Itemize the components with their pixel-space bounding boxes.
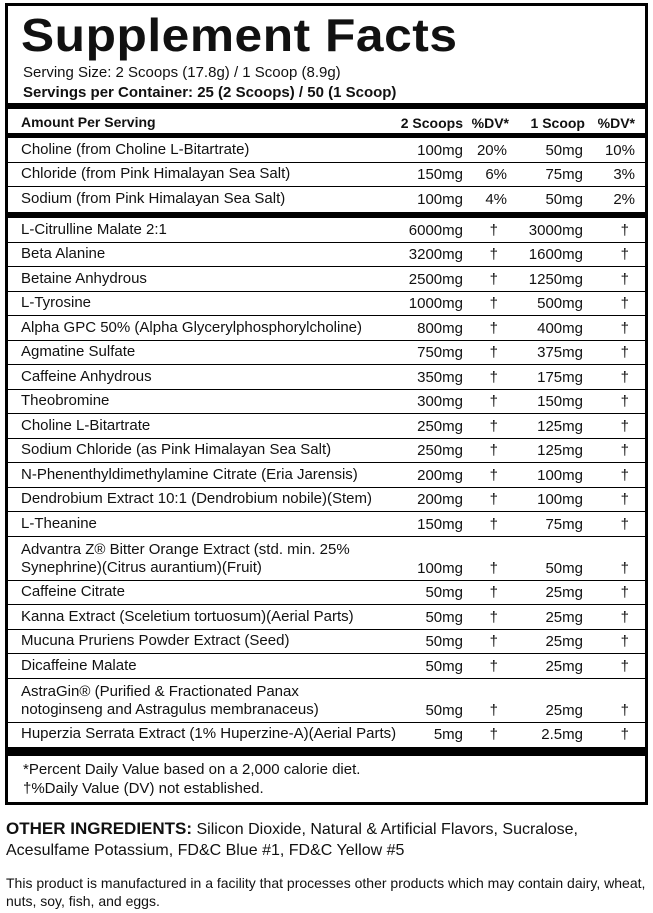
- ingredient-name: N-Phenenthyldimethylamine Citrate (Eria Jarensis): [21, 465, 358, 483]
- amount-2-scoops: 750mg: [417, 344, 463, 361]
- table-row: [8, 488, 645, 513]
- amount-1-scoop: 125mg: [537, 417, 583, 435]
- dv-1-scoop: †: [620, 584, 629, 601]
- header-dv-2: %DV*: [597, 115, 635, 131]
- ingredient-name: Mucuna Pruriens Powder Extract (Seed): [21, 632, 290, 649]
- dv-2-scoops: †: [489, 270, 498, 288]
- amount-2-scoops: 250mg: [417, 442, 463, 459]
- dv-1-scoop: †: [620, 608, 629, 626]
- amount-1-scoop: 1250mg: [528, 270, 583, 288]
- dv-2-scoops: †: [489, 491, 498, 508]
- ingredient-name: Beta Alanine: [21, 245, 106, 262]
- amount-2-scoops: 5mg: [433, 726, 463, 743]
- dv-1-scoop: †: [620, 633, 629, 650]
- dv-1-scoop: †: [620, 701, 629, 719]
- table-row: [8, 537, 645, 581]
- dv-2-scoops: †: [489, 633, 498, 650]
- amount-2-scoops: 800mg: [417, 319, 463, 337]
- dv-2-scoops: †: [489, 515, 498, 533]
- other-ingredients-text: Silicon Dioxide, Natural & Artificial Flavors, Sucralose, Acesulfame Potassium, FD&C Blue #1, FD&C Yellow #5: [6, 821, 578, 859]
- dv-2-scoops: †: [489, 295, 498, 312]
- ingredient-name: Alpha GPC 50% (Alpha Glycerylphosphorylcholine): [21, 318, 363, 336]
- dv-2-scoops: †: [489, 657, 498, 675]
- amount-1-scoop: 150mg: [537, 393, 583, 410]
- amount-1-scoop: 25mg: [545, 584, 583, 601]
- header-2-scoops: 2 Scoops: [400, 115, 463, 131]
- panel-title: Supplement Facts: [21, 9, 458, 61]
- table-row: [8, 341, 645, 366]
- ingredient-name: L-Theanine: [21, 514, 97, 532]
- amount-2-scoops: 6000mg: [408, 221, 463, 239]
- ingredient-name: Theobromine: [21, 392, 110, 409]
- amount-2-scoops: 150mg: [417, 166, 463, 184]
- dv-1-scoop: †: [620, 221, 629, 239]
- amount-1-scoop: 50mg: [545, 559, 583, 577]
- amount-2-scoops: 1000mg: [408, 295, 463, 312]
- dv-1-scoop: †: [620, 246, 629, 263]
- dv-1-scoop: †: [620, 657, 629, 675]
- dv-2-scoops: †: [489, 368, 498, 386]
- table-row: [8, 723, 645, 747]
- ingredient-name: Kanna Extract (Sceletium tortuosum)(Aerial Parts): [21, 607, 354, 625]
- dv-1-scoop: 2%: [613, 191, 635, 209]
- amount-2-scoops: 50mg: [425, 633, 463, 650]
- ingredient-name: Sodium Chloride (as Pink Himalayan Sea Salt): [21, 441, 332, 458]
- amount-2-scoops: 200mg: [417, 491, 463, 508]
- table-row: [8, 439, 645, 464]
- table-row: [8, 292, 645, 317]
- dv-2-scoops: †: [489, 344, 498, 361]
- dv-1-scoop: †: [620, 726, 629, 743]
- thick-divider: [8, 103, 645, 109]
- header-1-scoop: 1 Scoop: [530, 115, 585, 131]
- table-row: [8, 605, 645, 630]
- dv-1-scoop: †: [620, 270, 629, 288]
- table-row: [8, 138, 645, 163]
- amount-2-scoops: 100mg: [417, 559, 463, 577]
- table-row: [8, 163, 645, 188]
- dv-1-scoop: †: [620, 319, 629, 337]
- table-row: [8, 187, 645, 211]
- table-row: [8, 581, 645, 606]
- amount-1-scoop: 75mg: [545, 515, 583, 533]
- amount-1-scoop: 3000mg: [528, 221, 583, 239]
- table-row: [8, 463, 645, 488]
- dv-1-scoop: †: [620, 559, 629, 577]
- dv-1-scoop: †: [620, 393, 629, 410]
- servings-per-container: Servings per Container: 25 (2 Scoops) / 50 (1 Scoop): [23, 84, 397, 101]
- ingredient-name: Huperzia Serrata Extract (1% Huperzine-A)(Aerial Parts): [21, 725, 397, 742]
- dv-2-scoops: †: [489, 466, 498, 484]
- footnotes: [23, 760, 360, 798]
- dv-1-scoop: †: [620, 491, 629, 508]
- dv-2-scoops: †: [489, 584, 498, 601]
- table-row: [8, 630, 645, 655]
- dv-2-scoops: †: [489, 221, 498, 239]
- amount-1-scoop: 175mg: [537, 368, 583, 386]
- amount-1-scoop: 75mg: [545, 166, 583, 184]
- amount-2-scoops: 50mg: [425, 701, 463, 719]
- dv-1-scoop: †: [620, 417, 629, 435]
- dv-2-scoops: 20%: [476, 141, 507, 159]
- amount-1-scoop: 100mg: [537, 491, 583, 508]
- dv-2-scoops: †: [489, 726, 498, 743]
- amount-2-scoops: 50mg: [425, 584, 463, 601]
- dv-2-scoops: †: [489, 559, 498, 577]
- amount-1-scoop: 25mg: [545, 657, 583, 675]
- ingredient-name: Choline L-Bitartrate: [21, 416, 151, 434]
- dv-1-scoop: †: [620, 466, 629, 484]
- amount-2-scoops: 50mg: [425, 608, 463, 626]
- dv-2-scoops: †: [489, 393, 498, 410]
- dv-1-scoop: †: [620, 515, 629, 533]
- ingredient-name: Choline (from Choline L-Bitartrate): [21, 140, 250, 158]
- dv-2-scoops: 4%: [485, 191, 507, 209]
- other-ingredients-label: OTHER INGREDIENTS:: [6, 819, 193, 838]
- dv-1-scoop: †: [620, 344, 629, 361]
- amount-2-scoops: 50mg: [425, 657, 463, 675]
- ingredient-name: Caffeine Anhydrous: [21, 367, 152, 385]
- ingredient-name: L-Tyrosine: [21, 294, 92, 311]
- ingredient-name: Caffeine Citrate: [21, 583, 125, 600]
- serving-size: Serving Size: 2 Scoops (17.8g) / 1 Scoop (8.9g): [23, 64, 341, 81]
- ingredient-name: L-Citrulline Malate 2:1: [21, 220, 167, 238]
- footnote-dagger: †%Daily Value (DV) not established.: [23, 780, 264, 797]
- amount-2-scoops: 250mg: [417, 417, 463, 435]
- amount-1-scoop: 1600mg: [528, 246, 583, 263]
- dv-2-scoops: †: [489, 246, 498, 263]
- ingredient-name: AstraGin® (Purified & Fractionated Panax notoginseng and Astragulus membranaceus): [21, 682, 319, 718]
- amount-1-scoop: 50mg: [545, 141, 583, 159]
- dv-1-scoop: †: [620, 295, 629, 312]
- amount-1-scoop: 100mg: [537, 466, 583, 484]
- amount-2-scoops: 100mg: [417, 191, 463, 209]
- amount-2-scoops: 150mg: [417, 515, 463, 533]
- amount-1-scoop: 500mg: [537, 295, 583, 312]
- header-amount: Amount Per Serving: [21, 114, 156, 130]
- ingredient-name: Dicaffeine Malate: [21, 656, 137, 674]
- amount-2-scoops: 350mg: [417, 368, 463, 386]
- dv-2-scoops: †: [489, 442, 498, 459]
- other-ingredients: [6, 818, 646, 861]
- dv-2-scoops: 6%: [485, 166, 507, 184]
- table-row: [8, 218, 645, 243]
- amount-1-scoop: 25mg: [545, 633, 583, 650]
- table-row: [8, 679, 645, 723]
- ingredient-name: Agmatine Sulfate: [21, 343, 136, 360]
- thick-divider: [8, 747, 645, 756]
- table-row: [8, 316, 645, 341]
- amount-1-scoop: 2.5mg: [541, 726, 583, 743]
- amount-1-scoop: 125mg: [537, 442, 583, 459]
- supplement-facts-panel: [5, 3, 648, 805]
- amount-2-scoops: 100mg: [417, 141, 463, 159]
- dv-2-scoops: †: [489, 608, 498, 626]
- dv-2-scoops: †: [489, 701, 498, 719]
- table-header: [8, 110, 645, 134]
- footnote-dv: *Percent Daily Value based on a 2,000 calorie diet.: [23, 761, 361, 778]
- amount-2-scoops: 300mg: [417, 393, 463, 410]
- amount-1-scoop: 50mg: [545, 191, 583, 209]
- amount-1-scoop: 25mg: [545, 608, 583, 626]
- ingredient-name: Betaine Anhydrous: [21, 269, 147, 287]
- allergen-disclaimer: This product is manufactured in a facility that processes other products which may contain dairy, wheat, nuts, soy, fish, and eggs.: [6, 875, 646, 909]
- amount-2-scoops: 2500mg: [408, 270, 463, 288]
- table-row: [8, 390, 645, 415]
- amount-2-scoops: 3200mg: [408, 246, 463, 263]
- amount-2-scoops: 200mg: [417, 466, 463, 484]
- header-dv-1: %DV*: [471, 115, 509, 131]
- table-row: [8, 512, 645, 537]
- dv-1-scoop: 3%: [613, 166, 635, 184]
- table-row: [8, 267, 645, 292]
- table-row: [8, 243, 645, 268]
- table-row: [8, 414, 645, 439]
- amount-1-scoop: 375mg: [537, 344, 583, 361]
- ingredient-name: Advantra Z® Bitter Orange Extract (std. min. 25% Synephrine)(Citrus aurantium)(Fruit): [21, 540, 350, 576]
- dv-1-scoop: †: [620, 442, 629, 459]
- amount-1-scoop: 25mg: [545, 701, 583, 719]
- amount-1-scoop: 400mg: [537, 319, 583, 337]
- table-row: [8, 654, 645, 679]
- dv-1-scoop: 10%: [604, 141, 635, 159]
- table-row: [8, 365, 645, 390]
- dv-1-scoop: †: [620, 368, 629, 386]
- ingredient-name: Chloride (from Pink Himalayan Sea Salt): [21, 165, 291, 183]
- ingredient-name: Dendrobium Extract 10:1 (Dendrobium nobile)(Stem): [21, 490, 372, 507]
- dv-2-scoops: †: [489, 319, 498, 337]
- dv-2-scoops: †: [489, 417, 498, 435]
- ingredient-name: Sodium (from Pink Himalayan Sea Salt): [21, 190, 286, 208]
